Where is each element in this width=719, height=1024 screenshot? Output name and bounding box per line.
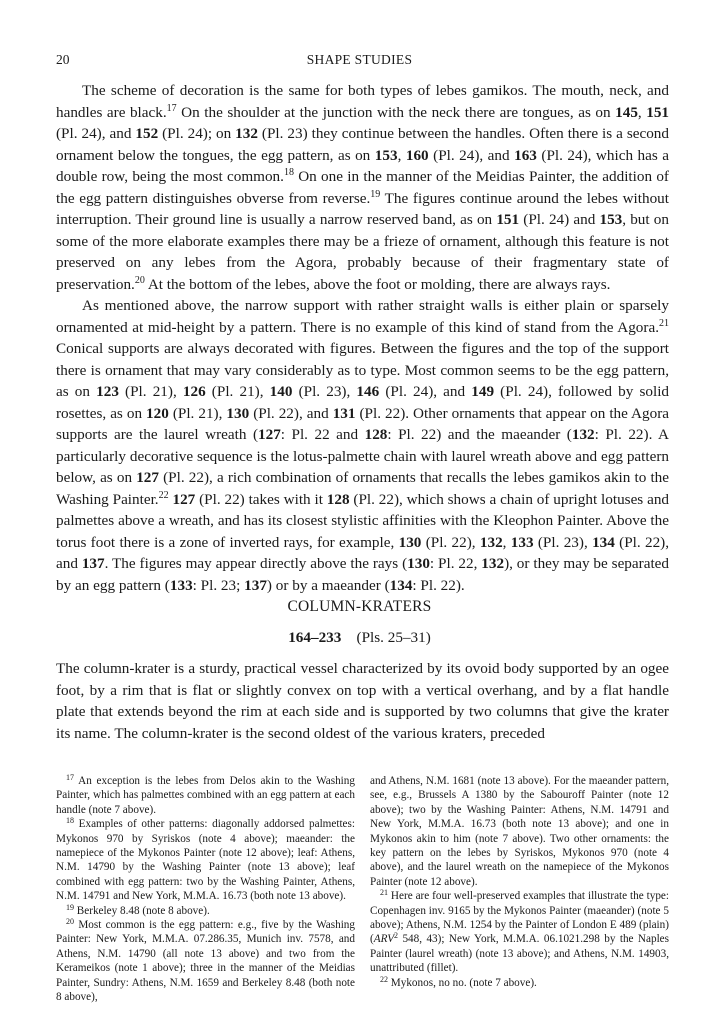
footnotes-left-column: [56, 774, 355, 1005]
paragraph-column-krater-intro: The column-krater is a sturdy, practical vessel characterized by its ovoid body supported by an ogee foot, by a rim that is flat or slightly convex on top with a vertical overhang, and by a flat handle plate that extends beyond the rim at each side and is supported by two columns that give the krater its name. The column-krater is the second oldest of the various kraters, preceded: [56, 660, 669, 742]
footnote-19: $^{19}$ Berkeley 8.48 (note 8 above).: [66, 902, 210, 917]
footnote-20-continued: and Athens, N.M. 1681 (note 13 above). For the maeander pattern, see, e.g., Brussels A 1380 by the Sabouroff Painter (note 12 above); two by the Washing Painter: Athens, N.M. 14791 and New York, M.M.A. 16.73 (both note 13 above); and one in Mykonos akin to him (note 7 above). Two other ornaments: the key pattern on the lebes by Syriskos, Mykonos 970 (note 4 above), and the laurel wreath on the namepiece of the Mykonos Painter (note 12 above).: [370, 775, 669, 888]
footnote-22: $^{22}$ Mykonos, no no. (note 7 above).: [380, 974, 537, 989]
catalog-range: [0, 629, 719, 647]
footnote-17: $^{17}$ An exception is the lebes from Delos akin to the Washing Painter, which has palmettes combined with an egg pattern at each handle (note 7 above).: [56, 773, 355, 816]
footnote-20: $^{20}$ Most common is the egg pattern: e.g., five by the Washing Painter: New York, M.M.A. 07.286.35, Munich inv. 7578, and Athens, N.M. 14790 (all note 13 above) and two from the Kerameikos (note 1 above); three in the manner of the Meidias Painter, Sundry: Athens, N.M. 1659 and Berkeley 8.48 (both note 8 above),: [56, 917, 355, 1004]
catalog-plates: (Pls. 25–31): [356, 629, 431, 646]
section-heading: COLUMN-KRATERS: [287, 598, 432, 615]
footnote-18: $^{18}$ Examples of other patterns: diagonally addorsed palmettes: Mykonos 970 by Syriskos (note 4 above); maeander: the namepiece of the Mykonos Painter (note 12 above); leaf: Athens, N.M. 14790 by the Washing Painter (note 13 above); leaf combined with egg pattern: two by the Washing Painter, Athens, N.M. 14791 and New York, M.M.A. 16.73 (both note 13 above).: [56, 816, 355, 903]
running-head: SHAPE STUDIES: [306, 52, 413, 67]
running-header: [0, 52, 719, 70]
catalog-numbers: 164–233: [288, 629, 342, 646]
footnotes-right-column: [370, 774, 669, 990]
body-text-column-kraters: [56, 658, 669, 744]
paragraph-supports: As mentioned above, the narrow support with rather straight walls is either plain or sparsely ornamented at mid-height by a pattern. There is no example of this kind of stand from the Agora.$^{21}$ Conical supports are always decorated with figures. Between the figures and the top of the support there is ornament that may vary considerably as to type. Most common seems to be the egg pattern, as on 123 (Pl. 21), 126 (Pl. 21), 140 (Pl. 23), 146 (Pl. 24), and 149 (Pl. 24), followed by solid rosettes, as on 120 (Pl. 21), 130 (Pl. 22), and 131 (Pl. 22). Other ornaments that appear on the Agora supports are the laurel wreath (127: Pl. 22 and 128: Pl. 22) and the maeander (132: Pl. 22). A particularly decorative sequence is the lotus-palmette chain with laurel wreath above and egg pattern below, as on 127 (Pl. 22), a rich combination of ornaments that recalls the lebes gamikos akin to the Washing Painter.$^{22}$ 127 (Pl. 22) takes with it 128 (Pl. 22), which shows a chain of upright lotuses and palmettes above a wreath, and has its closest stylistic affinities with the Kleophon Painter. Above the torus foot there is a zone of inverted rays, for example, 130 (Pl. 22), 132, 133 (Pl. 23), 134 (Pl. 22), and 137. The figures may appear directly above the rays (130: Pl. 22, 132), or they may be separated by an egg pattern (133: Pl. 23; 137) or by a maeander (134: Pl. 22).: [56, 297, 670, 594]
footnote-21: $^{21}$ Here are four well-preserved examples that illustrate the type: Copenhagen inv. 9165 by the Mykonos Painter (maeander) (note 5 above); Athens, N.M. 1254 by the Painter of London E 489 (plain) (ARV$^2$ 548, 43); New York, M.M.A. 06.1021.298 by the Naples Painter (laurel wreath) (note 13 above); and Athens, N.M. 14903, unattributed (fillet).: [370, 888, 669, 975]
page-number: 20: [56, 52, 70, 67]
paragraph-decoration-scheme: The scheme of decoration is the same for both types of lebes gamikos. The mouth, neck, and handles are black.$^{17}$ On the shoulder at the junction with the neck there are tongues, as on 145, 151 (Pl. 24), and 152 (Pl. 24); on 132 (Pl. 23) they continue between the handles. Often there is a second ornament below the tongues, the egg pattern, as on 153, 160 (Pl. 24), and 163 (Pl. 24), which has a double row, being the most common.$^{18}$ On one in the manner of the Meidias Painter, the addition of the egg pattern distinguishes obverse from reverse.$^{19}$ The figures continue around the lebes without interruption. Their ground line is usually a narrow reserved band, as on 151 (Pl. 24) and 153, but on some of the more elaborate examples there may be a frieze of ornament, although this feature is not preserved on any lebes from the Agora, probably because of their fragmentary state of preservation.$^{20}$ At the bottom of the lebes, above the foot or molding, there are always rays.: [56, 82, 670, 293]
body-text-lebes: [56, 80, 669, 596]
